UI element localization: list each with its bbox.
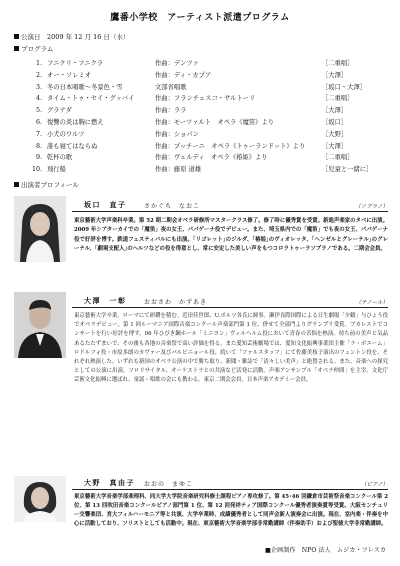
- program-item: [30, 164, 386, 176]
- performer-profile: [14, 478, 388, 528]
- program-item-number: 1.: [35, 60, 42, 67]
- program-item-composer: 作曲：ヴェルディ オペラ《椿姫》より: [155, 154, 268, 162]
- program-item-performer: ［大澤］: [322, 142, 348, 150]
- program-item: [30, 82, 386, 94]
- portrait-image: [14, 292, 66, 358]
- performer-part: （テノール）: [355, 300, 388, 306]
- performer-profile: [14, 292, 388, 472]
- program-item-composer: 作曲：ディ・カプア: [155, 71, 212, 79]
- program-item-performer: ［大澤］: [322, 107, 348, 115]
- program-item-title: 飛行船: [47, 166, 66, 174]
- program-item-title: 小犬のワルツ: [47, 130, 85, 138]
- program-item: [30, 129, 386, 141]
- performer-part: （ピアノ）: [360, 482, 388, 488]
- program-item-composer: 作曲：デンツァ: [155, 60, 199, 67]
- program-item-number: 6.: [35, 118, 42, 126]
- program-item-performer: ［児童と一緒に］: [322, 166, 373, 174]
- program-item-number: 3.: [35, 83, 42, 91]
- program-item: [30, 117, 386, 129]
- program-item-composer: 作曲：プッチーニ オペラ《トゥーランドット》より: [155, 142, 306, 150]
- performer-bio: 東京藝術大学音楽学部楽理科、同大学大学院音楽研究科修士課程ピアノ専攻修了。第 45･46 回鎌倉市芸術祭音楽コンクール第 2 位、第 13 回吹田音楽コンクールピアノ部門第 1 位、第 12 回発祥ティア国際コンクール優秀者演奏賞等受賞。大阪センチュリー交響楽団、宮大フィルハーモニア等と共演、大学卒業時、成績優秀者として同声会新人演奏会に出演。現在、室内楽・伴奏を中心に活動しており、ソリストとしても活動中。現在、東京藝術大学音楽学部非常勤講師（伴奏助手）および聖徳大学非常勤講師。: [74, 494, 388, 527]
- program-item-composer: 作曲：モーツァルト オペラ《魔笛》より: [155, 118, 275, 126]
- program-item-number: 7.: [35, 130, 42, 138]
- program-item-title: 冬の日本唱歌〜冬景色・雪: [47, 83, 123, 91]
- program-item-number: 5.: [35, 107, 42, 115]
- program-item-composer: 作曲：藤原 道雄: [155, 166, 202, 174]
- performer-name-bar: [72, 296, 388, 308]
- bullet-square-icon: [14, 182, 19, 187]
- program-item-composer: 作曲：ララ: [155, 107, 187, 115]
- program-item-performer: ［大野］: [322, 130, 348, 138]
- date-line: [14, 32, 129, 41]
- program-item-title: 復讐の炎は胸に燃え: [47, 118, 104, 126]
- performer-name-reading: おおの まゆこ: [144, 481, 194, 488]
- performer-photo: [14, 292, 66, 358]
- program-item-title: タイム・トゥ・セイ・グッバイ: [47, 95, 135, 103]
- performer-part: （ソプラノ）: [355, 204, 388, 210]
- profile-heading-text: 出演者プロフィール: [21, 181, 79, 189]
- program-item-title: オー・ソレミオ: [47, 71, 92, 79]
- program-item: [30, 141, 386, 153]
- program-item-performer: ［二重唱］: [322, 60, 354, 67]
- performer-name: 大澤 一彰: [84, 296, 127, 305]
- performer-profile: [14, 196, 388, 288]
- program-item-performer: ［二重唱］: [322, 95, 354, 103]
- program-item-composer: 文部省唱歌: [155, 83, 187, 91]
- program-item: [30, 93, 386, 105]
- performer-name-bar: [72, 200, 388, 212]
- performer-name: 大野 真由子: [84, 478, 135, 487]
- performer-photo: [14, 196, 66, 262]
- footer-credit: ■企画制作 NPO 法人 ムジカ・フレスカ: [264, 547, 386, 554]
- program-item: [30, 105, 386, 117]
- performer-name-reading: さかぐち なおこ: [144, 203, 201, 210]
- profile-heading: [14, 180, 79, 189]
- performer-name-reading: おおさわ かずあき: [144, 299, 208, 306]
- program-item-number: 9.: [35, 154, 42, 162]
- bullet-square-icon: [14, 46, 19, 51]
- program-item-title: フニクリ・フニクラ: [47, 60, 104, 67]
- portrait-image: [14, 476, 66, 522]
- performer-name-bar: [72, 478, 388, 490]
- page-title: 鷹番小学校 アーティスト派遣プログラム: [110, 13, 290, 23]
- bullet-square-icon: [14, 34, 19, 39]
- program-item-title: グラナダ: [47, 107, 72, 115]
- program-item-composer: 作曲：フランチェスコ・サルトーリ: [155, 95, 256, 103]
- program-list: [30, 58, 386, 176]
- date-text: 公演日 2009 年 12 月 16 日（水）: [21, 33, 130, 41]
- performer-name: 坂口 直子: [84, 200, 127, 209]
- program-item-composer: 作曲：ショパン: [155, 130, 199, 138]
- program-item: [30, 58, 386, 70]
- program-item-performer: ［大澤］: [322, 71, 348, 79]
- program-item-number: 10.: [31, 166, 42, 174]
- program-item: [30, 152, 386, 164]
- performer-bio: 東京藝術大学声楽科卒業。第 52 期二期会オペラ研修所マスタークラス修了。修了時に優秀賞を受賞。新進声楽家のタベに出演。2009 年シアターカイでの「魔笛」夜の女王、パパゲーナ役でデビュー。また、埼玉県内での「魔笛」でも夜の女王、パパゲーナ役で好評を博す。鉄道フェスティバルにも出演。｢リゴレット｣のジルダ、｢椿姫｣のヴィオレッタ、｢ヘンゼルとグレーテル｣のグレーテル、｢劇場支配人｣のヘルツなどの役を得意とし、常に安定した美しい声をもつコロラトゥーラソプラノである。二期会会員。: [74, 218, 388, 253]
- program-heading: [14, 44, 53, 53]
- program-item-number: 8.: [35, 142, 42, 150]
- program-item-title: 乾杯の歌: [47, 154, 73, 162]
- program-item-number: 2.: [35, 71, 42, 79]
- program-item-title: 誰も寝てはならぬ: [47, 142, 98, 150]
- portrait-image: [14, 196, 66, 262]
- program-item-number: 4.: [35, 95, 42, 103]
- performer-bio: 東京藝術大学卒業。ローマにて研鑽を積む。近田佳世郎、U.ボルツ各氏に師事。瀬伊良際国際による日生劇場「夕鶴」与ひょう役でオペラデビュー。第 1 回ルーマニア国際音楽コンクール声楽部門第 1 位、併せて全部門よりグランプリ受賞。ブカレストでコンサートを行い好評を博す。06 年ひびき鋼ホール「ミニヨン」ヴィルヘルム役において青春の苦悩を熱演。持ち前の美声と気品あるたたずまいで、その後も各地の音楽祭で高い評価を得る。また愛知芸術劇場では、愛知文化振興事業団主催「ラ・ボエーム」ロドルフォ役・市原多朗のカヴァー及びバルピニョール役、続いて「ファルスタッフ」にて佐藤美枝子演出のフェントン役を、それぞれ熱演した。いずれも新国のオペラ公演の中で勝ち取り、新聞・雑誌で「清々しい美声」と絶賛される。また、音楽への探究としての公演に出演。ソロリサイタル、オーケストラとの共演など活発に活動。声楽アンサンブル「オペラ仲間」を主宰。文化庁芸術文化振興に選ばれ、童謡・唱歌の会にも携わる。東京二期会会員。日本声楽アカデミー会員。: [74, 313, 388, 384]
- program-heading-text: プログラム: [21, 45, 54, 53]
- program-item-performer: ［二重唱］: [322, 154, 354, 162]
- program-item: [30, 70, 386, 82]
- program-item-performer: ［坂口・大澤］: [322, 83, 367, 91]
- program-item-performer: ［坂口］: [322, 118, 348, 126]
- performer-photo: [14, 476, 66, 522]
